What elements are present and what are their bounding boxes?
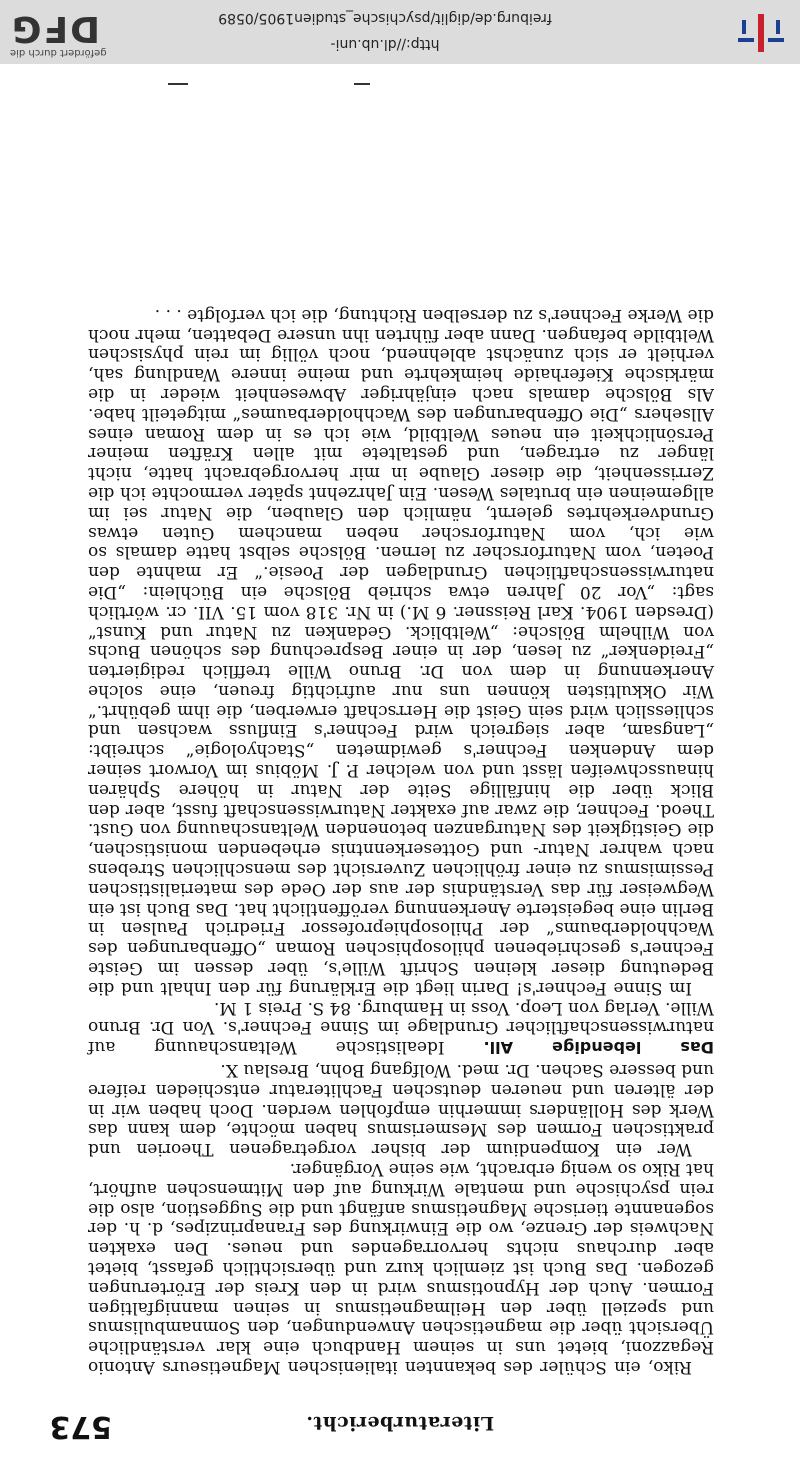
paragraph-review-entry [88,997,714,1057]
paragraph-fechner: Im Sinne Fechner's! Darin liegt die Erklärung für den Inhalt und die Bedeutung dieser kleinen Schrift Wille's, über dessen im Geiste Fechner's geschriebenen philosophischen Roman „Offenbarungen des Wachholderbaums“ der Philosophieprofessor Friedrich Paulsen in Berlin eine begeisterte Anerkennung veröffentlicht hat. Das Buch ist ein Wegweiser für das Verständnis der aus der Oede des materialistischen Pessimismus zu einer fröhlichen Zuversicht des menschlichen Strebens nach wahrer Natur- und Gotteserkenntnis erhebenden monistischen, die Geistigkeit des Naturganzen betonenden Weltanschauung von Gust. Theod. Fechner, die zwar auf exakter Naturwissenschaft fusst, aber den Blick über die hinfällige Seite der Natur in höhere Sphären hinausschweifen lässt und von welcher P. J. Möbius im Vorwort seiner dem Andenken Fechner's gewidmeten „Stachyologie“ schreibt: „Langsam, aber siegreich wird Fechner's Einfluss wachsen und schliesslich wird sein Geist die Herrschaft erwerben, die ihm gebührt.“ Wir Okkultisten können uns nur aufrichtig freuen, eine solche Anerkennung in dem von Dr. Bruno Wille trefflich redigierten „Freidenker“ zu lesen, der in einer Besprechung des schönen Buchs von Wilhelm Bölsche: „Weltblick. Gedanken zu Natur und Kunst“ (Dresden 1904. Karl Reissner. 6 M.) in Nr. 318 vom 15. VII. cr. wörtlich sagt: „Vor 20 Jahren etwa schrieb Bölsche ein Büchlein: „Die naturwissenschaftlichen Grundlagen der Poesie.“ Er mahnte den Poeten, vom Naturforscher zu lernen. Bölsche selbst hatte damals so wie ich, vom Naturforscher neben manchem Guten etwas Grundverkehrtes gelernt, nämlich den Glauben, die Natur sei im allgemeinen ein brutales Wesen. Ein Jahrzehnt später vermochte ich die Zerrissenheit, die dieser Glaube in mir hervorgebracht hatte, nicht länger zu ertragen, und gestaltete mit allen Kräften meiner Persönlichkeit ein neues Weltbild, wie ich es in dem Roman eines Allsehers „Die Offenbarungen des Wachholderbaumes“ mitgeteilt habe. Als Bölsche damals nach einjähriger Abwesenheit wieder in die märkische Kieferhaide heimkehrte und meine innere Wandlung sah, verhielt er sich zunächst ablehnend, noch völlig im rein physischen Weltbilde befangen. Dann aber führten ihn unsere Debatten, mehr noch die Werke Fechner's zu derselben Richtung, die ich verfolgte . . . [88,304,714,998]
review-keyword: Das lebendige All. [483,1038,714,1058]
paragraph-riko: Riko, ein Schüler des bekannten italienischen Magnetiseurs Antonio Regazzoni, bietet uns in seinem Handbuch eine klar verständliche Übersicht über die magnetischen Anwendungen, den Somnambulismus und speziell über den Heilmagnetismus in seinen mannigfaltigen Formen. Auch der Hypnotismus wird in den Kreis der Erörterungen gezogen. Das Buch ist ziemlich kurz und übersichtlich gefasst, bietet aber durchaus nichts hervorragendes und neues. Den exakten Nachweis der Grenze, wo die Einwirkung des Franaprinzipes, d. h. der sogenannte tierische Magnetismus anfängt und die Suggestion, also die rein psychische und mentale Wirkung auf den Mitmenschen aufhört, hat Riko so wenig erbracht, wie seine Vorgänger. [88,1159,714,1377]
dfg-logo [10,6,122,58]
body-text [88,304,714,1376]
footer-bar [0,0,800,64]
ub-freiburg-logo-icon [730,10,790,56]
end-marks [0,77,800,87]
running-head-title: Literaturbericht. [305,1412,495,1434]
dfg-logo-text: DFG [10,8,101,49]
footer-text [175,0,595,57]
dfg-sub-label: gefördert durch die [10,47,107,58]
footer-url[interactable]: http://dl.ub.uni-freiburg.de/diglit/psychische_studien1905/0589 [218,10,552,52]
review-citation: Idealistische Weltanschauung auf naturwissenschaftlicher Grundlage im Sinne Fechner's. Von Dr. Bruno Wille. Verlag von Leop. Voss in Hamburg. 84 S. Preis 1 M. [87,997,714,1058]
page-number: 573 [49,1409,112,1444]
paragraph-mesmerismus: Wer ein Kompendium der bisher vorgetragenen Theorien und praktischen Formen des Mesmerismus haben möchte, dem kann das Werk des Holländers immerhin empfohlen werden. Doch haben wir in der älteren und neueren deutschen Fachliteratur entschieden reifere und bessere Sachen. Dr. med. Wolfgang Bohn, Breslau X. [88,1060,714,1160]
